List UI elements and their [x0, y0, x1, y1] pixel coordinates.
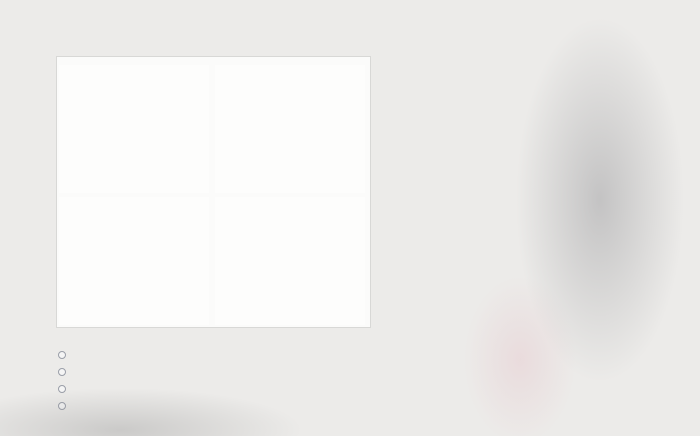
- graph-b-panel: [215, 65, 365, 193]
- choice-c[interactable]: [58, 380, 70, 397]
- graph-c-panel: [59, 197, 209, 325]
- radio-b-icon[interactable]: [58, 368, 66, 376]
- choice-a[interactable]: [58, 346, 70, 363]
- graph-a-panel: [59, 65, 209, 193]
- graph-a-plot: [59, 65, 209, 193]
- choice-d[interactable]: [58, 397, 70, 414]
- graph-d-plot: [215, 197, 365, 325]
- graph-d-panel: [215, 197, 365, 325]
- graphs-figure: [56, 56, 371, 328]
- radio-d-icon[interactable]: [58, 402, 66, 410]
- graph-b-plot: [215, 65, 365, 193]
- choice-b[interactable]: [58, 363, 70, 380]
- radio-a-icon[interactable]: [58, 351, 66, 359]
- graph-c-plot: [59, 197, 209, 325]
- radio-c-icon[interactable]: [58, 385, 66, 393]
- answer-choices: [58, 346, 70, 414]
